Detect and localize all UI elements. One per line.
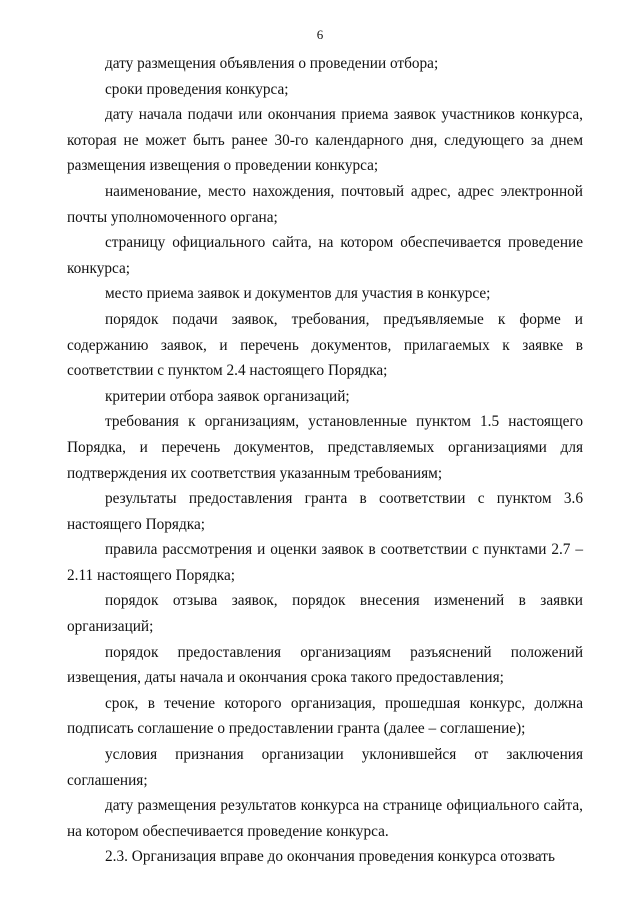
paragraph-application-dates: дату начала подачи или окончания приема заявок участников конкурса, которая не может быть ранее 30-го календарного дня, следующего за днем размещения извещения о проведении конкурса; — [67, 106, 583, 175]
paragraph-official-site: страницу официального сайта, на котором обеспечивается проведение конкурса; — [67, 234, 583, 277]
paragraph-authority-details: наименование, место нахождения, почтовый адрес, адрес электронной почты уполномоченного органа; — [67, 182, 583, 226]
paragraph-selection-criteria: критерии отбора заявок организаций; — [105, 387, 350, 405]
paragraph-results-publication: дату размещения результатов конкурса на странице официального сайта, на котором обеспечивается проведение конкурса. — [67, 797, 583, 840]
paragraph-publication-date: дату размещения объявления о проведении отбора; — [105, 55, 439, 72]
paragraph-application-place: место приема заявок и документов для участия в конкурсе; — [105, 285, 491, 303]
paragraph-agreement-deadline: срок, в течение которого организация, прошедшая конкурс, должна подписать соглашение о предоставлении гранта (далее – соглашение); — [67, 694, 583, 738]
paragraph-evasion-conditions: условия признания организации уклонившейся от заключения соглашения; — [67, 746, 583, 789]
paragraph-section-2-3: 2.3. Организация вправе до окончания проведения конкурса отозвать — [105, 848, 555, 866]
paragraph-contest-terms: сроки проведения конкурса; — [105, 80, 289, 98]
document-body — [67, 51, 583, 870]
paragraph-submission-order: порядок подачи заявок, требования, предъявляемые к форме и содержанию заявок, и перечень документов, прилагаемых к заявке в соответствии с пунктом 2.4 настоящего Порядка; — [67, 310, 583, 380]
page-number: 6 — [316, 27, 324, 42]
paragraph-grant-results: результаты предоставления гранта в соответствии с пунктом 3.6 настоящего Порядка; — [67, 490, 583, 533]
paragraph-withdrawal-order: порядок отзыва заявок, порядок внесения изменений в заявки организаций; — [67, 592, 583, 636]
paragraph-clarifications: порядок предоставления организациям разъяснений положений извещения, даты начала и окончания срока такого предоставления; — [67, 643, 583, 687]
paragraph-review-rules: правила рассмотрения и оценки заявок в соответствии с пунктами 2.7 – 2.11 настоящего Порядка; — [67, 541, 583, 584]
paragraph-organization-requirements: требования к организациям, установленные пунктом 1.5 настоящего Порядка, и перечень документов, представляемых организациями для подтверждения их соответствия указанным требованиям; — [67, 413, 583, 482]
